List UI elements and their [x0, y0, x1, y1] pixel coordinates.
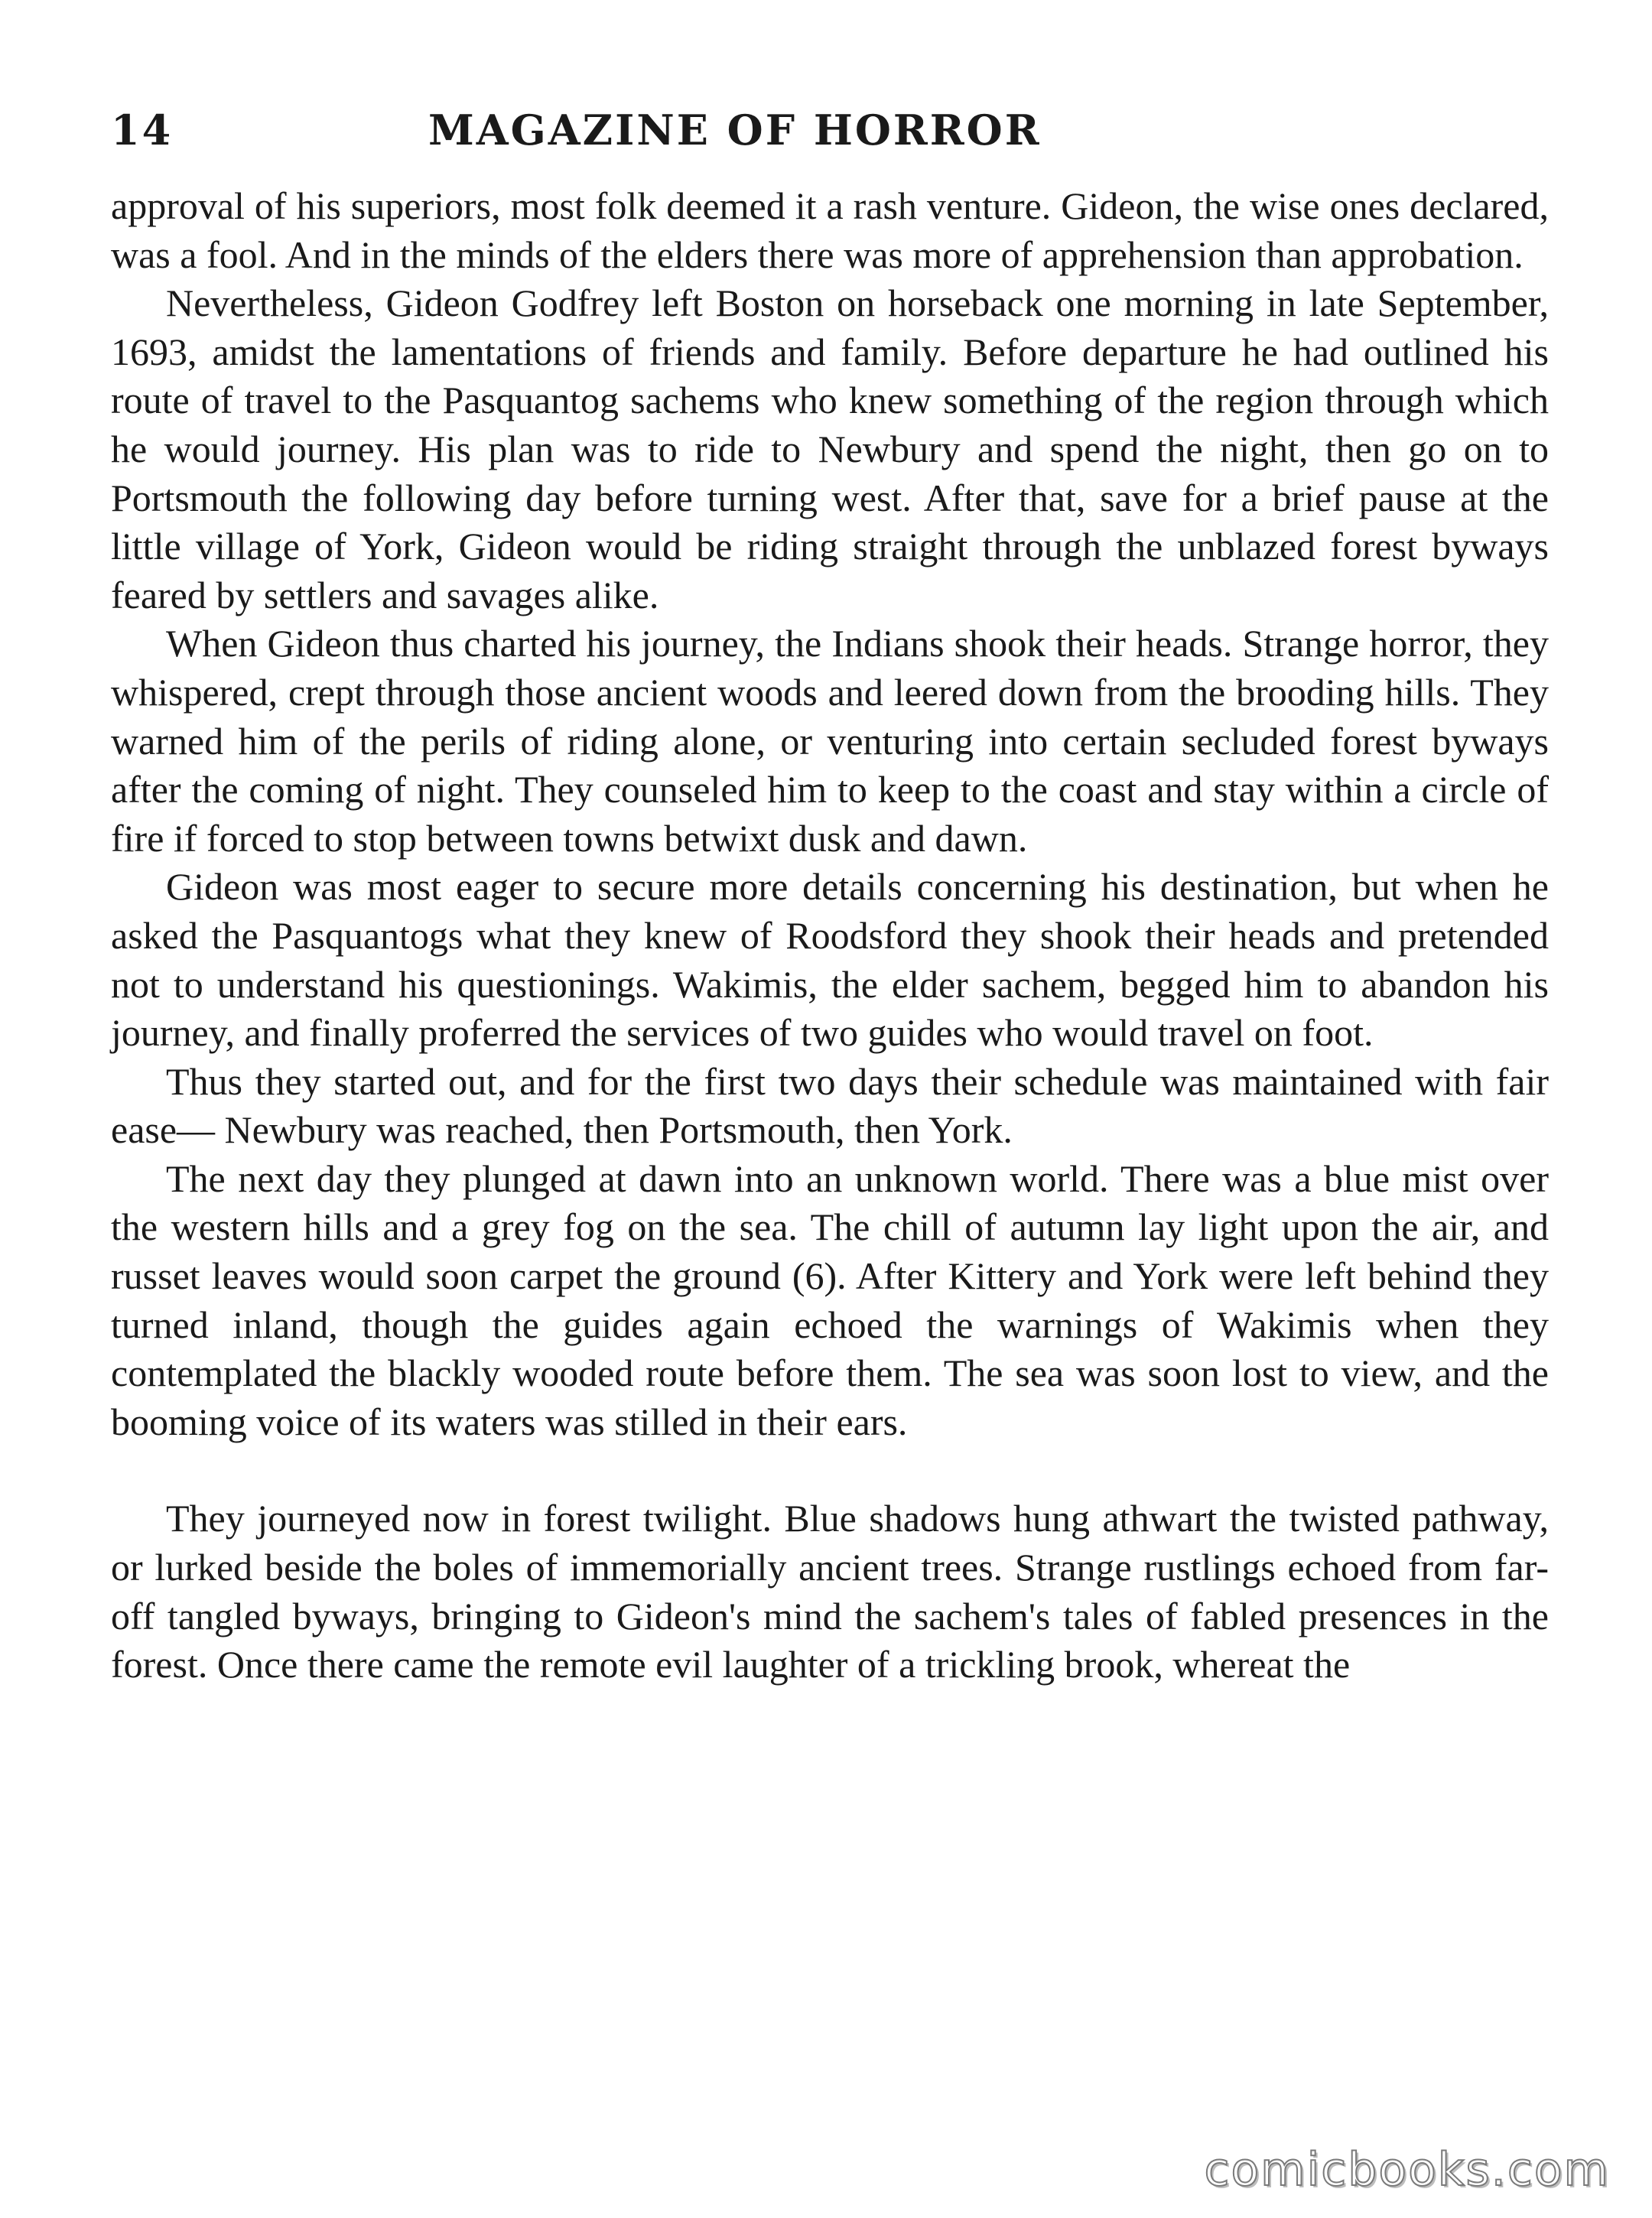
paragraph: They journeyed now in forest twilight. Blue shadows hung athwart the twisted pathway, or lurked beside the boles of immemorially ancient trees. Strange rustlings echoed from far-off tangled byways, bringing to Gideon's mind the sachem's tales of fabled presences in the forest. Once there came the remote evil laughter of a trickling brook, whereat the	[111, 1497, 1549, 1686]
paragraph: Thus they started out, and for the first two days their schedule was maintained with fair ease— Newbury was reached, then Portsmouth, then York.	[111, 1059, 1549, 1152]
page-number: 14	[111, 106, 174, 154]
watermark: comicbooks.com	[1204, 2143, 1610, 2197]
paragraph-continued: approval of his superiors, most folk deemed it a rash venture. Gideon, the wise ones declared, was a fool. And in the minds of the elders there was more of apprehension than approbation.	[111, 184, 1549, 276]
paragraph: Gideon was most eager to secure more details concerning his destination, but when he asked the Pasquantogs what they knew of Roodsford they shook their heads and pretended not to understand his questionings. Wakimis, the elder sachem, begged him to abandon his journey, and finally proferred the services of two guides who would travel on foot.	[111, 865, 1549, 1055]
paragraph: Nevertheless, Gideon Godfrey left Boston on horseback one morning in late September, 1693, amidst the lamentations of friends and family. Before departure he had outlined his route of travel to the Pasquantog sachems who knew something of the region through which he would journey. His plan was to ride to Newbury and spend the night, then go on to Portsmouth the following day before turning west. After that, save for a brief pause at the little village of York, Gideon would be riding straight through the unblazed forest byways feared by settlers and savages alike.	[111, 281, 1549, 616]
article-body	[111, 182, 1549, 1690]
page-header	[111, 106, 1549, 159]
running-title: MAGAZINE OF HORROR	[428, 106, 1042, 154]
paragraph: When Gideon thus charted his journey, the Indians shook their heads. Strange horror, they whispered, crept through those ancient woods and leered down from the brooding hills. They warned him of the perils of riding alone, or venturing into certain secluded forest byways after the coming of night. They counseled him to keep to the coast and stay within a circle of fire if forced to stop between towns betwixt dusk and dawn.	[111, 622, 1549, 860]
paragraph: The next day they plunged at dawn into an unknown world. There was a blue mist over the western hills and a grey fog on the sea. The chill of autumn lay light upon the air, and russet leaves would soon carpet the ground (6). After Kittery and York were left behind they turned inland, though the guides again echoed the warnings of Wakimis when they contemplated the blackly wooded route before them. The sea was soon lost to view, and the booming voice of its waters was stilled in their ears.	[111, 1156, 1549, 1443]
